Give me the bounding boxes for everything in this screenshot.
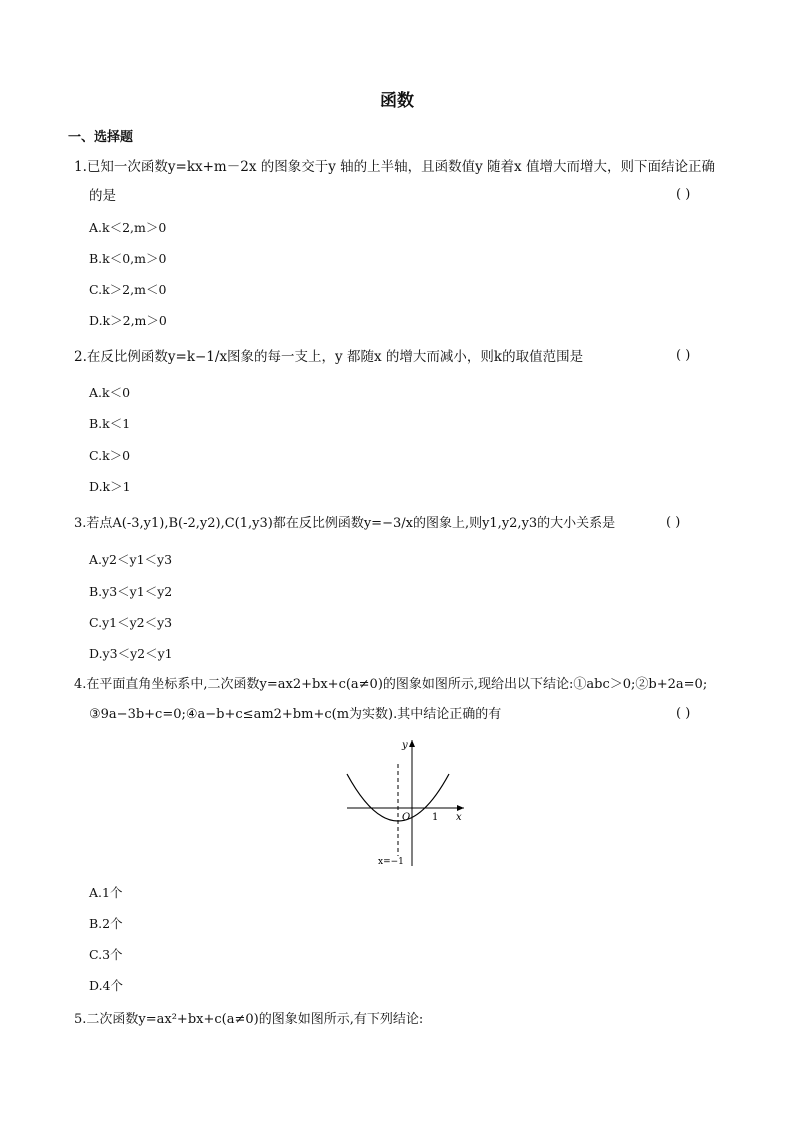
- x-axis-arrow: [457, 805, 464, 811]
- q1-text-line1: 1.已知一次函数y=kx+m－2x 的图象交于y 轴的上半轴，且函数值y 随着x 值增大而增大，则下面结论正确: [74, 159, 715, 175]
- section-heading: 一、选择题: [68, 130, 134, 145]
- q4-option-b: B.2个: [89, 916, 123, 931]
- q2-option-c: C.k＞0: [89, 448, 131, 463]
- x-one-label: 1: [432, 812, 439, 823]
- q5-text-line1: 5.二次函数y=ax²+bx+c(a≠0)的图象如图所示,有下列结论:: [74, 1012, 424, 1027]
- y-axis-arrow: [409, 740, 415, 747]
- q3-answer-blank: ( ): [666, 515, 681, 530]
- q1-option-a: A.k＜2,m＞0: [89, 220, 167, 235]
- q1-option-b: B.k＜0,m＞0: [89, 251, 167, 266]
- q2-answer-blank: ( ): [676, 348, 691, 363]
- q3-option-c: C.y1＜y2＜y3: [89, 615, 173, 630]
- parabola-graph: [344, 736, 468, 868]
- q1-option-d: D.k＞2,m＞0: [89, 313, 167, 328]
- x-axis-label: x: [456, 812, 462, 823]
- origin-label: O: [402, 812, 411, 823]
- q2-text-line1: 2.在反比例函数y=k−1/x图象的每一支上，y 都随x 的增大而减小，则k的取值范围是: [74, 349, 584, 365]
- q4-text-line1: 4.在平面直角坐标系中,二次函数y=ax2+bx+c(a≠0)的图象如图所示,现给出以下结论:①abc＞0;②b+2a=0;: [74, 677, 708, 692]
- y-axis-label: y: [402, 740, 408, 751]
- q4-option-a: A.1个: [89, 885, 123, 900]
- q1-text-line2: 的是: [89, 188, 116, 204]
- q1-answer-blank: ( ): [676, 187, 691, 202]
- q3-option-d: D.y3＜y2＜y1: [89, 646, 173, 661]
- q3-option-b: B.y3＜y1＜y2: [89, 584, 173, 599]
- q4-answer-blank: ( ): [676, 706, 691, 721]
- q3-text-line1: 3.若点A(-3,y1),B(-2,y2),C(1,y3)都在反比例函数y=−3/x的图象上,则y1,y2,y3的大小关系是: [74, 516, 616, 531]
- q2-option-b: B.k＜1: [89, 416, 131, 431]
- q2-option-a: A.k＜0: [89, 385, 131, 400]
- q3-option-a: A.y2＜y1＜y3: [89, 552, 173, 567]
- q4-text-line2: ③9a−3b+c=0;④a−b+c≤am2+bm+c(m为实数).其中结论正确的有: [89, 707, 502, 722]
- q4-option-d: D.4个: [89, 978, 124, 993]
- page-title: 函数: [380, 91, 414, 111]
- q4-option-c: C.3个: [89, 947, 123, 962]
- q1-option-c: C.k＞2,m＜0: [89, 282, 167, 297]
- q2-option-d: D.k＞1: [89, 479, 131, 494]
- symmetry-axis-label: x=−1: [378, 857, 404, 867]
